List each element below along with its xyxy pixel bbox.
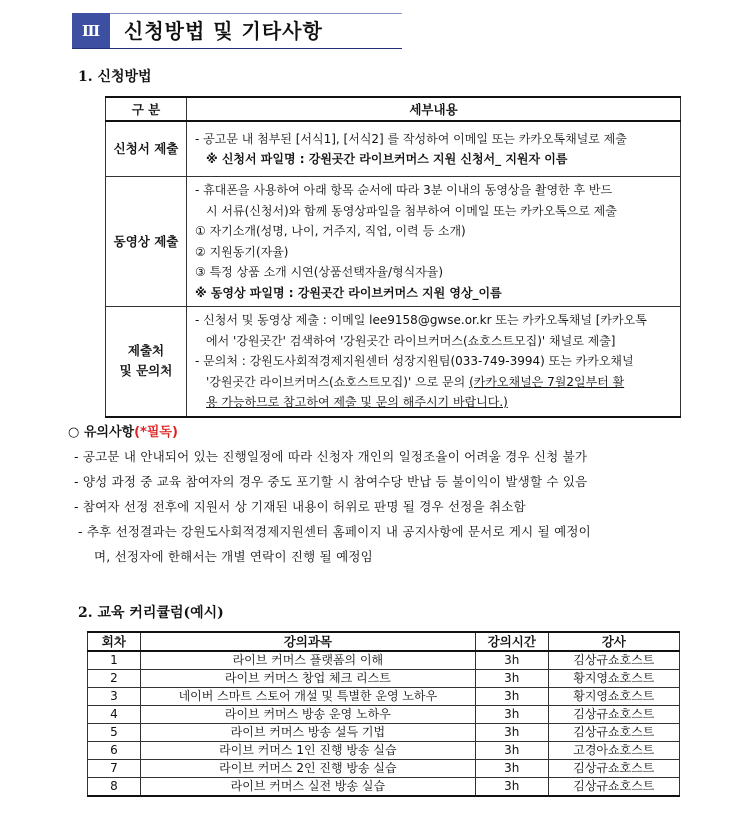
detail-line: 시 서류(신청서)와 함께 동영상파일을 첨부하여 이메일 또는 카카오톡으로 제출 bbox=[206, 203, 617, 218]
col-session-header: 회차 bbox=[88, 632, 141, 651]
required-reading-label: (*필독) bbox=[134, 425, 178, 440]
instructor-cell: 황지영쇼호스트 bbox=[548, 688, 679, 706]
detail-item-2: ② 지원동기(자율) bbox=[195, 244, 289, 259]
caution-line: - 공고문 내 안내되어 있는 진행일정에 따라 신청자 개인의 일정조율이 어려울 경우 신청 불가 bbox=[74, 449, 588, 464]
instructor-cell: 김상규쇼호스트 bbox=[548, 760, 679, 778]
instructor-cell: 김상규쇼호스트 bbox=[548, 778, 679, 797]
caution-line: - 추후 선정결과는 강원도사회적경제지원센터 홈페이지 내 공지사항에 문서로 게시 될 예정이 bbox=[78, 524, 591, 539]
col-hours-header: 강의시간 bbox=[475, 632, 548, 651]
filename-note: ※ 동영상 파일명 : 강원곳간 라이브커머스 지원 영상_이름 bbox=[195, 285, 502, 300]
method-row-contact bbox=[106, 307, 681, 417]
curriculum-heading: 2. 교육 커리큘럼(예시) bbox=[78, 605, 224, 621]
instructor-cell: 김상규쇼호스트 bbox=[548, 706, 679, 724]
hours-cell: 3h bbox=[475, 742, 548, 760]
detail-item-3: ③ 특정 상품 소개 시연(상품선택자율/형식자율) bbox=[195, 265, 444, 279]
category-application: 신청서 제출 bbox=[106, 121, 187, 177]
detail-video bbox=[187, 177, 681, 307]
detail-line bbox=[195, 372, 674, 393]
section-number-badge: Ⅲ bbox=[72, 13, 110, 49]
filename-note: ※ 신청서 파일명 : 강원곳간 라이브커머스 지원 신청서_ 지원자 이름 bbox=[206, 152, 568, 166]
caution-line: 며, 선정자에 한해서는 개별 연락이 진행 될 예정임 bbox=[94, 549, 373, 564]
detail-item-1: ① 자기소개(성명, 나이, 거주지, 직업, 이력 등 소개) bbox=[195, 224, 466, 238]
curriculum-table bbox=[87, 631, 680, 797]
caution-title bbox=[68, 421, 178, 440]
method-table bbox=[105, 96, 681, 418]
method-heading: 1. 신청방법 bbox=[78, 69, 152, 85]
session-cell: 3 bbox=[88, 688, 141, 706]
table-row bbox=[88, 778, 680, 797]
category-contact-line1: 제출처 bbox=[127, 343, 165, 359]
detail-application bbox=[187, 121, 681, 177]
circle-bullet-icon: ○ bbox=[68, 425, 80, 440]
table-row bbox=[88, 688, 680, 706]
caution-line: - 양성 과정 중 교육 참여자의 경우 중도 포기할 시 참여수당 반납 등 불이익이 발생할 수 있음 bbox=[74, 474, 588, 489]
detail-line: - 휴대폰을 사용하여 아래 항목 순서에 따라 3분 이내의 동영상을 촬영한 후 반드 bbox=[195, 183, 613, 197]
instructor-cell: 고경아쇼호스트 bbox=[548, 742, 679, 760]
section-underline bbox=[72, 48, 402, 49]
session-cell: 1 bbox=[88, 651, 141, 670]
subject-cell: 네이버 스마트 스토어 개설 및 특별한 운영 노하우 bbox=[140, 688, 475, 706]
detail-text: '강원곳간 라이브커머스(쇼호스트모집)' 으로 문의 bbox=[206, 374, 470, 389]
kakao-availability-note-cont: 용 가능하므로 참고하여 제출 및 문의 해주시기 바랍니다.) bbox=[206, 395, 508, 409]
table-row bbox=[88, 742, 680, 760]
caution-label: 유의사항 bbox=[83, 425, 135, 440]
hours-cell: 3h bbox=[475, 670, 548, 688]
instructor-cell: 김상규쇼호스트 bbox=[548, 651, 679, 670]
col-instructor-header: 강사 bbox=[548, 632, 679, 651]
caution-line: - 참여자 선정 전후에 지원서 상 기재된 내용이 허위로 판명 될 경우 선정을 취소함 bbox=[74, 499, 526, 514]
col-category-header: 구 분 bbox=[106, 97, 187, 121]
detail-line: 에서 '강원곳간' 검색하여 '강원곳간 라이브커머스(쇼호스트모집)' 채널로 제출] bbox=[206, 333, 616, 348]
subject-cell: 라이브 커머스 1인 진행 방송 실습 bbox=[140, 742, 475, 760]
hours-cell: 3h bbox=[475, 651, 548, 670]
subject-cell: 라이브 커머스 방송 설득 기법 bbox=[140, 724, 475, 742]
col-detail-header: 세부내용 bbox=[187, 97, 681, 121]
subject-cell: 라이브 커머스 실전 방송 실습 bbox=[140, 778, 475, 797]
detail-contact bbox=[187, 307, 681, 417]
detail-line: - 공고문 내 첨부된 [서식1], [서식2] 를 작성하여 이메일 또는 카카오톡채널로 제출 bbox=[195, 131, 627, 146]
table-row bbox=[88, 724, 680, 742]
session-cell: 7 bbox=[88, 760, 141, 778]
subject-cell: 라이브 커머스 방송 운영 노하우 bbox=[140, 706, 475, 724]
instructor-cell: 김상규쇼호스트 bbox=[548, 724, 679, 742]
instructor-cell: 황지영쇼호스트 bbox=[548, 670, 679, 688]
curriculum-header-row bbox=[88, 632, 680, 651]
col-subject-header: 강의과목 bbox=[140, 632, 475, 651]
category-contact-line2: 및 문의처 bbox=[119, 363, 173, 379]
subject-cell: 라이브 커머스 2인 진행 방송 실습 bbox=[140, 760, 475, 778]
subject-cell: 라이브 커머스 창업 체크 리스트 bbox=[140, 670, 475, 688]
method-row-video bbox=[106, 177, 681, 307]
subject-cell: 라이브 커머스 플랫폼의 이해 bbox=[140, 651, 475, 670]
hours-cell: 3h bbox=[475, 778, 548, 797]
session-cell: 6 bbox=[88, 742, 141, 760]
table-row bbox=[88, 670, 680, 688]
method-table-header bbox=[106, 97, 681, 121]
section-title: 신청방법 및 기타사항 bbox=[124, 19, 323, 43]
method-row-application bbox=[106, 121, 681, 177]
detail-line: - 문의처 : 강원도사회적경제지원센터 성장지원팀(033-749-3994) 또는 카카오채널 bbox=[195, 354, 634, 368]
hours-cell: 3h bbox=[475, 724, 548, 742]
table-row bbox=[88, 651, 680, 670]
table-row bbox=[88, 706, 680, 724]
session-cell: 2 bbox=[88, 670, 141, 688]
category-contact bbox=[106, 307, 187, 417]
session-cell: 4 bbox=[88, 706, 141, 724]
kakao-availability-note: (카카오채널은 7월2일부터 활 bbox=[469, 374, 625, 389]
detail-line: - 신청서 및 동영상 제출 : 이메일 lee9158@gwse.or.kr 또는 카카오톡채널 [카카오톡 bbox=[195, 313, 647, 327]
session-cell: 5 bbox=[88, 724, 141, 742]
table-row bbox=[88, 760, 680, 778]
hours-cell: 3h bbox=[475, 688, 548, 706]
section-top-rule bbox=[110, 13, 402, 14]
session-cell: 8 bbox=[88, 778, 141, 797]
category-video: 동영상 제출 bbox=[106, 177, 187, 307]
hours-cell: 3h bbox=[475, 760, 548, 778]
hours-cell: 3h bbox=[475, 706, 548, 724]
